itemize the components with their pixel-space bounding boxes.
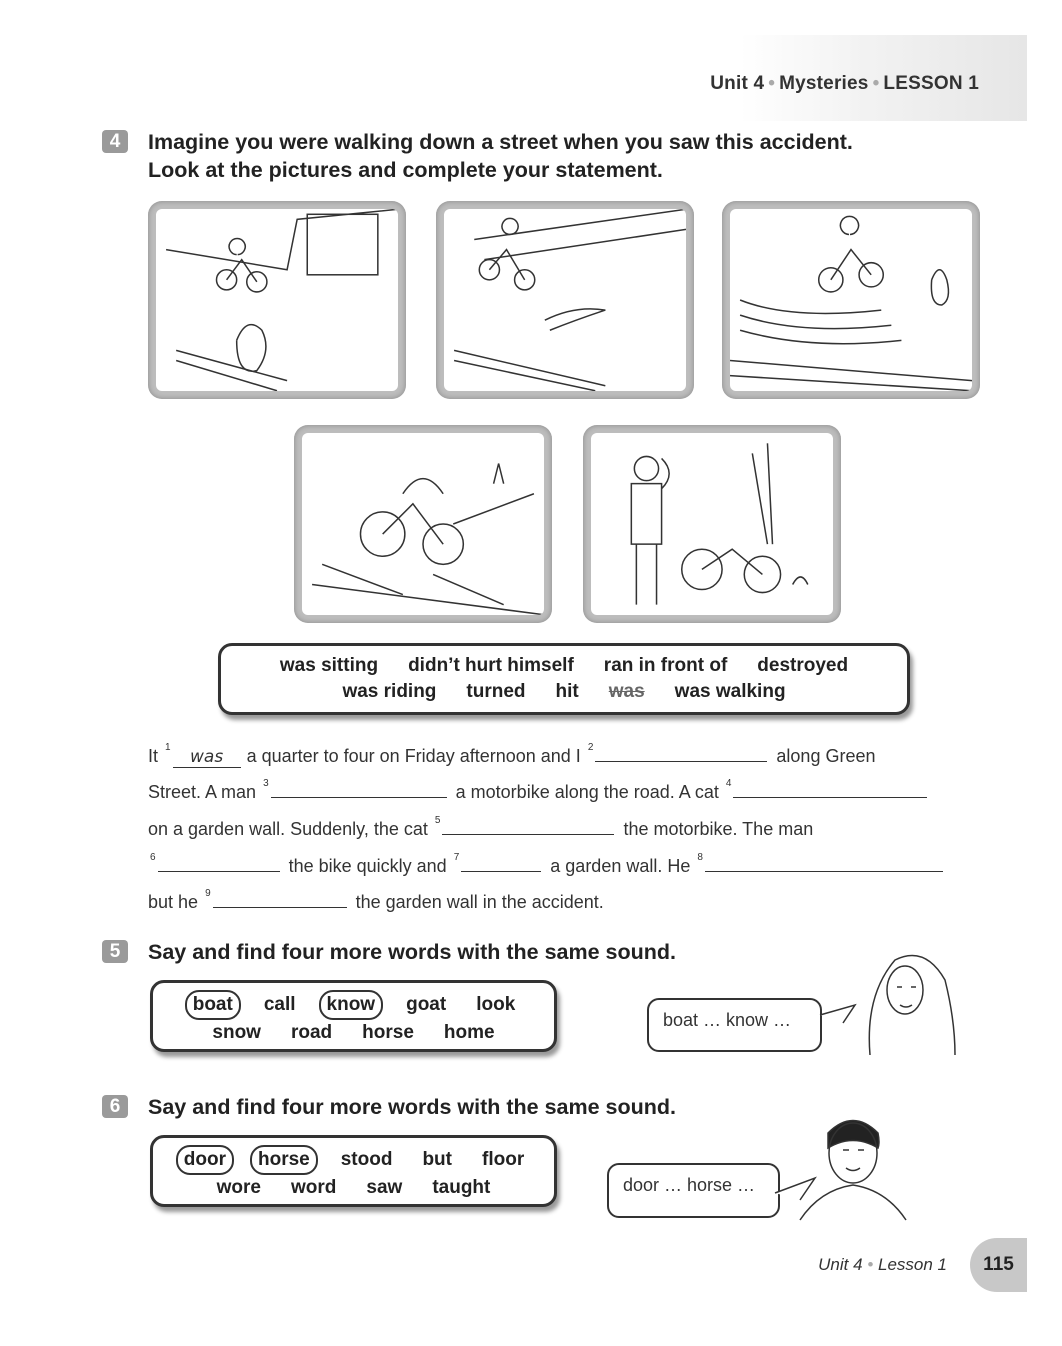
word-option: was walking	[674, 681, 786, 702]
footer-label: Unit 4 • Lesson 1	[818, 1255, 947, 1274]
word-option: home	[443, 1022, 495, 1043]
word-option: word	[291, 1177, 337, 1198]
blank-2[interactable]	[595, 744, 767, 762]
word-option: taught	[432, 1177, 491, 1198]
word-option: goat	[406, 994, 447, 1015]
word-option: turned	[466, 681, 526, 702]
picture-3-bike-swerves	[722, 201, 980, 399]
running-header: Unit 4 • Mysteries • LESSON 1	[710, 73, 979, 94]
exercise-5-heading: Say and find four more words with the same sound.	[148, 940, 677, 964]
boy-illustration	[770, 1108, 920, 1223]
exercise-5-number: 5	[102, 940, 128, 963]
text-line-3: on a garden wall. Suddenly, the cat $^5$ the motorbike. The man	[148, 815, 814, 839]
word-option: call	[263, 994, 296, 1015]
word-option-used: was	[608, 681, 645, 702]
word-circled: boat	[185, 990, 241, 1020]
word-option: horse	[362, 1022, 414, 1043]
girl-illustration	[815, 945, 960, 1060]
word-option: destroyed	[757, 655, 849, 676]
word-option: didn’t hurt himself	[408, 655, 574, 676]
page-number: 115	[970, 1238, 1027, 1292]
picture-2-cat-jumps	[436, 201, 694, 399]
word-option: wore	[216, 1177, 261, 1198]
word-option: stood	[340, 1149, 393, 1170]
word-option: snow	[212, 1022, 261, 1043]
text-line-5: but he $^9$ the garden wall in the accident.	[148, 888, 604, 912]
heading-line: Imagine you were walking down a street when you saw this accident.	[148, 130, 853, 154]
picture-1-motorbike-approaching	[148, 201, 406, 399]
header-unit: Unit 4	[710, 73, 765, 94]
picture-5-man-and-wrecked-bike	[583, 425, 841, 623]
blank-8[interactable]	[705, 854, 943, 872]
word-bank	[218, 643, 910, 715]
word-option: but	[422, 1149, 452, 1170]
header-topic: Mysteries	[779, 73, 869, 94]
word-option: floor	[482, 1149, 525, 1170]
speech-bubble-girl: boat … know …	[647, 998, 822, 1052]
text-line-2: Street. A man $^3$ a motorbike along the road. A cat $^4$	[148, 780, 931, 803]
word-option: hit	[555, 681, 579, 702]
word-option: look	[476, 994, 516, 1015]
picture-4-crash	[294, 425, 552, 623]
text-line-4: $^6$ the bike quickly and $^7$ a garden wall. He $^8$	[148, 854, 947, 877]
blank-3[interactable]	[271, 780, 447, 798]
blank-9[interactable]	[213, 890, 347, 908]
exercise-4-number: 4	[102, 130, 128, 153]
word-option: ran in front of	[603, 655, 728, 676]
exercise-4-heading	[148, 128, 853, 184]
word-option: saw	[366, 1177, 403, 1198]
blank-7[interactable]	[461, 854, 541, 872]
text-line-1: It $^1$ was a quarter to four on Friday afternoon and I $^2$ along Green	[148, 742, 876, 767]
word-option: was sitting	[279, 655, 379, 676]
blank-6[interactable]	[158, 854, 280, 872]
word-circled: horse	[250, 1145, 318, 1175]
exercise-6-heading: Say and find four more words with the same sound.	[148, 1095, 677, 1119]
exercise-5-word-box	[150, 980, 557, 1052]
exercise-6-word-box	[150, 1135, 557, 1207]
word-circled: know	[319, 990, 384, 1020]
header-lesson: LESSON 1	[883, 73, 979, 94]
heading-line: Look at the pictures and complete your statement.	[148, 158, 663, 182]
exercise-6-number: 6	[102, 1095, 128, 1118]
blank-4[interactable]	[733, 780, 927, 798]
answer-example: was	[173, 747, 241, 768]
blank-5[interactable]	[442, 817, 614, 835]
word-option: was riding	[342, 681, 437, 702]
word-circled: door	[176, 1145, 234, 1175]
speech-bubble-boy: door … horse …	[607, 1163, 780, 1218]
word-option: road	[290, 1022, 333, 1043]
